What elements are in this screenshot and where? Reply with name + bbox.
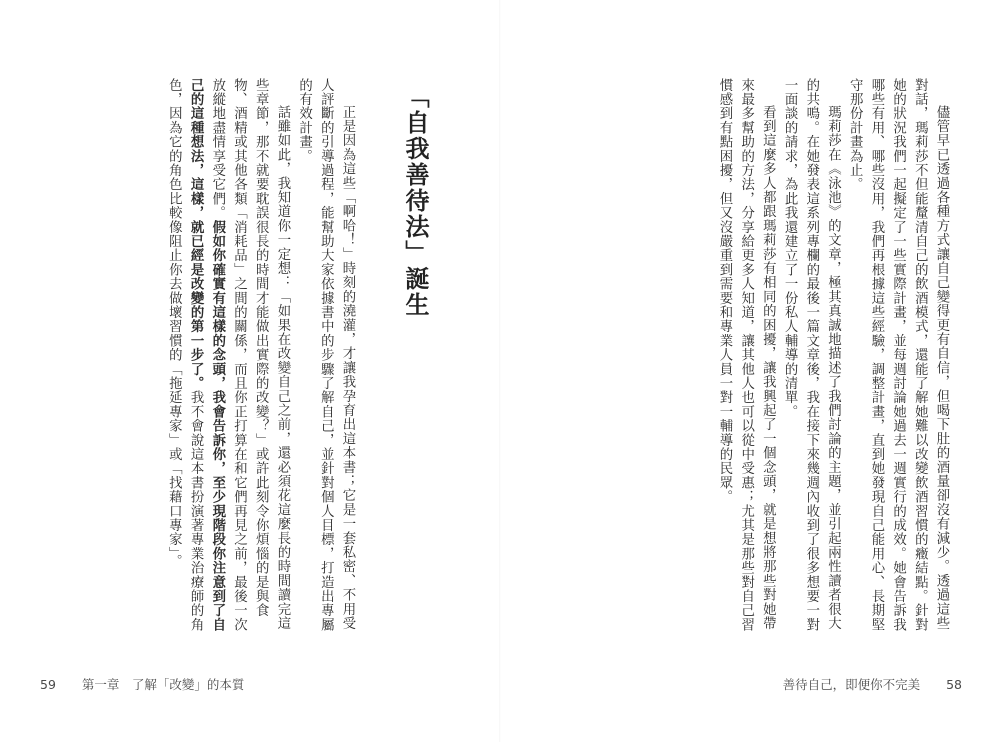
emphasis-text: 假如你確實有這樣的念頭，我會告訴你，至少現階段你注意到了自己的這種想法，這樣，就已經是改變的第一步了。	[188, 78, 225, 632]
right-folio	[783, 675, 962, 693]
running-head: 第一章 了解「改變」的本質	[81, 677, 245, 692]
paragraph: 儘管早已透過各種方式讓自己變得更有自信，但喝下肚的酒量卻沒有減少。透過這些對話，瑪莉莎不但能釐清自己的飲酒模式，還能了解她難以改變飲酒習慣的癥結點。針對她的狀況我們一起擬定了一些實際計畫，並每週討論她過去一週實行的成效。她會告訴我哪些有用、哪些沒用，我們再根據這些經驗，調整計畫，直到她發現自己能用心、長期堅守那份計畫為止。	[847, 78, 949, 632]
paragraph-text: 我不會說這本書扮演著專業治療師的角色，因為它的角色比較像阻止你去做壞習慣的「拖延專家」或「找藉口專家」。	[166, 78, 204, 632]
running-head: 善待自己，即便你不完美	[782, 677, 921, 692]
left-folio	[40, 675, 244, 693]
page-gutter	[499, 0, 501, 742]
section-heading: 「自我善待法」誕生	[401, 84, 429, 318]
paragraph: 看到這麼多人都跟瑪莉莎有相同的困擾，讓我興起了一個念頭，就是想將那些對她帶來最多幫助的方法，分享給更多人知道，讓其他人也可以從中受惠；尤其是那些對自己習慣感到有點困擾，但又沒嚴重到需要和專業人員一對一輔導的民眾。	[716, 78, 776, 632]
paragraph: 瑪莉莎在《泳池》的文章，極其真誠地描述了我們討論的主題，並引起兩性讀者很大的共鳴。在她發表這系列專欄的最後一篇文章後，我在接下來幾週內收到了很多想要一對一面談的請求，為此我還建立了一份私人輔導的清單。	[782, 78, 841, 632]
paragraph	[163, 78, 293, 638]
paragraph: 正是因為這些「啊哈！」時刻的澆灌，才讓我孕育出這本書；它是一套私密、不用受人評斷的引導過程，能幫助大家依據書中的步驟了解自己，並針對個人目標，打造出專屬的有效計畫。	[296, 78, 355, 632]
left-page-body	[106, 78, 358, 638]
right-page-body	[522, 78, 952, 638]
paragraph-text: 話雖如此，我知道你一定想：「如果在改變自己之前，還必須花這麼長的時間讀完這些章節，那不就要耽誤很長的時間才能做出實際的改變？」或許此刻令你煩惱的是與食物、酒精或其他各類「消耗品」之間的關係，而且你正打算在和它們再見之前，最後一次放縱地盡情享受它們。	[209, 78, 290, 632]
page-number: 58	[946, 677, 962, 692]
page-number: 59	[40, 677, 56, 692]
